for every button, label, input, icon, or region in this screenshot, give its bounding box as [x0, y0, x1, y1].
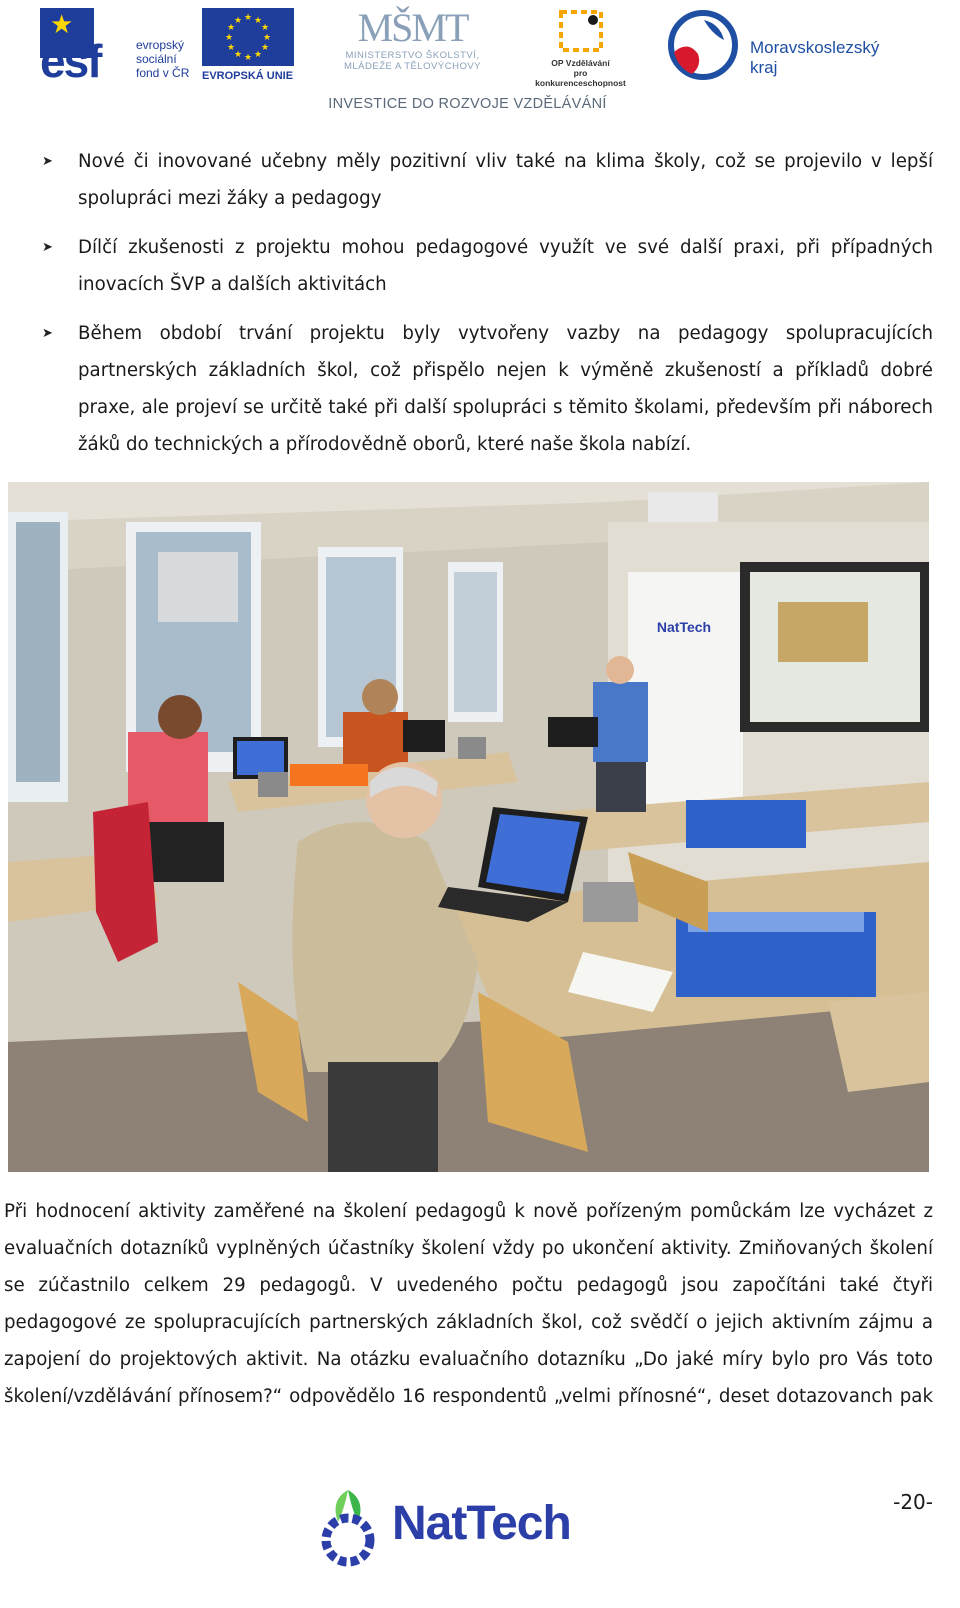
- svg-text:★: ★: [226, 43, 236, 53]
- svg-text:★: ★: [233, 50, 243, 60]
- msmt-caption-line-2: MLÁDEŽE A TĚLOVÝCHOVY: [343, 61, 482, 72]
- svg-text:★: ★: [233, 16, 243, 26]
- eu-caption: EVROPSKÁ UNIE: [202, 70, 294, 82]
- list-item: ➤ Dílčí zkušenosti z projektu mohou pedagogové využít ve své další praxi, při případných inovacích ŠVP a dalších aktivitách: [40, 230, 933, 304]
- list-item: ➤ Během období trvání projektu byly vytvořeny vazby na pedagogy spolupracujících partnerských základních škol, což přispělo nejen k výměně zkušeností a příkladů dobré praxe, ale projeví se určitě také při další spolupráci s těmito školami, především při náborech žáků do technických a přírodovědně oborů, které naše škola nabízí.: [40, 316, 933, 463]
- esf-wordmark: esf: [40, 35, 101, 87]
- svg-text:★: ★: [243, 13, 253, 23]
- svg-text:★: ★: [224, 33, 234, 43]
- arrow-bullet-icon: ➤: [42, 326, 53, 342]
- esf-caption: evropský sociální fond v ČR: [136, 38, 190, 80]
- kraj-emblem-icon: [668, 10, 738, 80]
- outcomes-list: [40, 144, 933, 476]
- eu-flag-icon: [202, 8, 294, 66]
- page-number: -20-: [893, 1490, 933, 1514]
- op-vk-mark-icon: [553, 8, 609, 58]
- banner-brand: NatTech: [656, 619, 712, 635]
- nattech-wordmark: NatTech: [392, 1497, 571, 1550]
- msmt-mark: MŠMT: [357, 5, 468, 50]
- eu-logo: [202, 8, 294, 86]
- star-icon: ★: [50, 10, 74, 40]
- svg-text:★: ★: [262, 33, 272, 43]
- op-vk-logo: [528, 8, 633, 86]
- op-vk-caption-line-2: pro konkurenceschopnost: [535, 68, 626, 88]
- op-vk-caption-line-1: OP Vzdělávání: [551, 58, 610, 68]
- investice-slogan: INVESTICE DO ROZVOJE VZDĚLÁVÁNÍ: [328, 96, 607, 112]
- svg-text:★: ★: [226, 23, 236, 33]
- msmt-caption-line-1: MINISTERSTVO ŠKOLSTVÍ,: [345, 50, 480, 61]
- nattech-gear-leaf-icon: [308, 1488, 388, 1568]
- msmt-logo: [330, 6, 495, 86]
- arrow-bullet-icon: ➤: [42, 240, 53, 256]
- svg-text:★: ★: [260, 23, 270, 33]
- page-header: [0, 0, 960, 125]
- svg-text:★: ★: [260, 43, 270, 53]
- evaluation-paragraph: Při hodnocení aktivity zaměřené na školení pedagogů k nově pořízeným pomůckám lze vycházet z evaluačních dotazníků vyplněných účastníky školení vždy po ukončení aktivity. Zmiňovaných školení se zúčastnilo celkem 29 pedagogů. V uvedeného počtu pedagogů jsou započítáni také čtyři pedagogové ze spolupracujících partnerských základních škol, což svědčí o jejich aktivním zájmu a zapojení do projektových aktivit. Na otázku evaluačního dotazníku „Do jaké míry bylo pro Vás toto školení/vzdělávání přínosem?“ odpovědělo 16 respondentů „velmi přínosné“, deset dotazovanch pak: [4, 1201, 933, 1407]
- nattech-footer-logo: [308, 1488, 598, 1568]
- list-item: ➤ Nové či inovované učebny měly pozitivní vliv také na klima školy, což se projevilo v lepší spolupráci mezi žáky a pedagogy: [40, 144, 933, 218]
- svg-text:★: ★: [243, 53, 253, 63]
- classroom-photo: [8, 482, 929, 1172]
- kraj-caption: Moravskoslezský kraj: [750, 38, 880, 77]
- svg-text:★: ★: [253, 50, 263, 60]
- svg-text:★: ★: [253, 16, 263, 26]
- arrow-bullet-icon: ➤: [42, 154, 53, 169]
- esf-logo: [40, 8, 200, 88]
- moravskoslezsky-kraj-logo: [668, 10, 908, 80]
